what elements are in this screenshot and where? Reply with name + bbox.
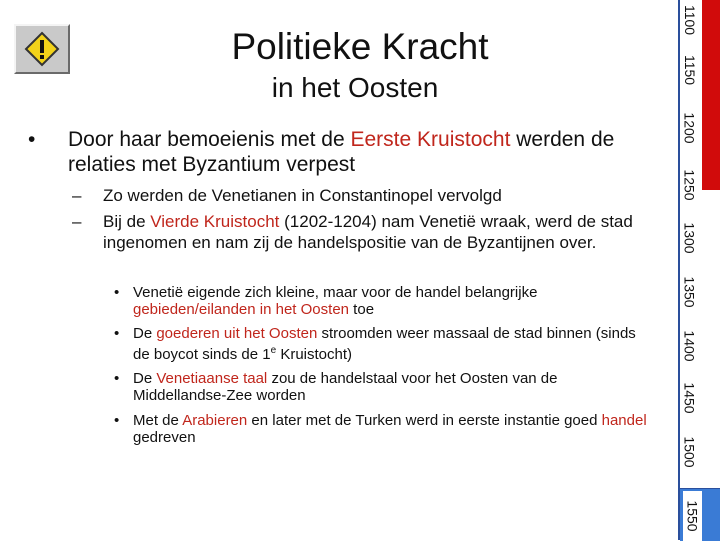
bullet-text: De <box>133 325 157 342</box>
dash-marker: – <box>72 186 82 205</box>
bullet-text: en later met de Turken werd in eerste instantie goed <box>247 412 602 429</box>
timeline-progress <box>702 0 720 190</box>
bullet-marker: • <box>114 284 120 301</box>
highlight-text: Vierde Kruistocht <box>150 212 280 231</box>
bullet-text: Zo werden de Venetianen in Constantinopel vervolgd <box>103 186 502 205</box>
slide-subtitle: in het Oosten <box>271 72 439 103</box>
bullet-level3 <box>114 370 654 404</box>
timeline-tick[interactable]: 1150 <box>682 54 699 86</box>
highlight-text: handel <box>601 412 647 429</box>
bullet-level2 <box>72 185 678 206</box>
bullet-level3 <box>114 284 654 318</box>
timeline-tick[interactable]: 1400 <box>682 330 698 362</box>
slide-title: Politieke Kracht <box>231 26 489 67</box>
bullet-marker: • <box>114 370 120 387</box>
bullet-text: gedreven <box>133 429 196 446</box>
bullet-marker: • <box>28 128 36 151</box>
bullet-level2 <box>72 211 678 253</box>
bullet-marker: • <box>114 412 120 429</box>
highlight-text: Arabieren <box>182 412 248 429</box>
bullet-text: Met de <box>133 412 183 429</box>
highlight-text: Venetiaanse taal <box>156 370 268 387</box>
timeline-tick[interactable]: 1450 <box>682 382 698 414</box>
highlight-text: gebieden/eilanden in het Oosten <box>133 301 350 318</box>
bullet-text: De <box>133 370 157 387</box>
timeline-tick[interactable]: 1250 <box>682 169 698 201</box>
timeline-tick[interactable]: 1500 <box>682 436 698 468</box>
bullet-text: Kruistocht) <box>276 346 353 363</box>
bullet-level3 <box>114 325 654 363</box>
bullet-text: stroomden weer massaal de stad binnen (sinds de boycot sinds de 1 <box>133 325 636 363</box>
bullet-text: (1202-1204) nam Venetië wraak, werd de stad ingenomen en nam zij de handelspositie van de Byzantijnen over. <box>103 212 633 252</box>
bullet-text: werden de relaties met Byzantium verpest <box>68 128 615 176</box>
bullet-text: zou de handelstaal voor het Oosten van de Middellandse-Zee worden <box>133 370 558 404</box>
bullet-level3 <box>114 412 654 446</box>
bullet-text: toe <box>349 301 375 318</box>
timeline-line <box>678 0 680 540</box>
timeline-tick[interactable]: 1100 <box>682 4 699 36</box>
bullet-text: Bij de <box>103 212 151 231</box>
bullet-level1 <box>28 127 628 177</box>
timeline-current-label: 1550 <box>684 500 701 532</box>
timeline-tick[interactable]: 1350 <box>682 276 698 308</box>
bullet-text: Venetië eigende zich kleine, maar voor de handel belangrijke <box>133 284 538 301</box>
bullet-text: Door haar bemoeienis met de <box>68 128 351 151</box>
bullet-marker: • <box>114 325 120 342</box>
timeline-tick[interactable]: 1300 <box>682 222 698 254</box>
timeline-tick[interactable]: 1200 <box>682 112 698 144</box>
highlight-text: Eerste Kruistocht <box>350 128 511 151</box>
dash-marker: – <box>72 212 82 231</box>
timeline-current-marker[interactable] <box>680 488 720 541</box>
timeline-bar <box>678 0 720 540</box>
superscript: e <box>270 345 277 356</box>
highlight-text: goederen uit het Oosten <box>156 325 318 342</box>
